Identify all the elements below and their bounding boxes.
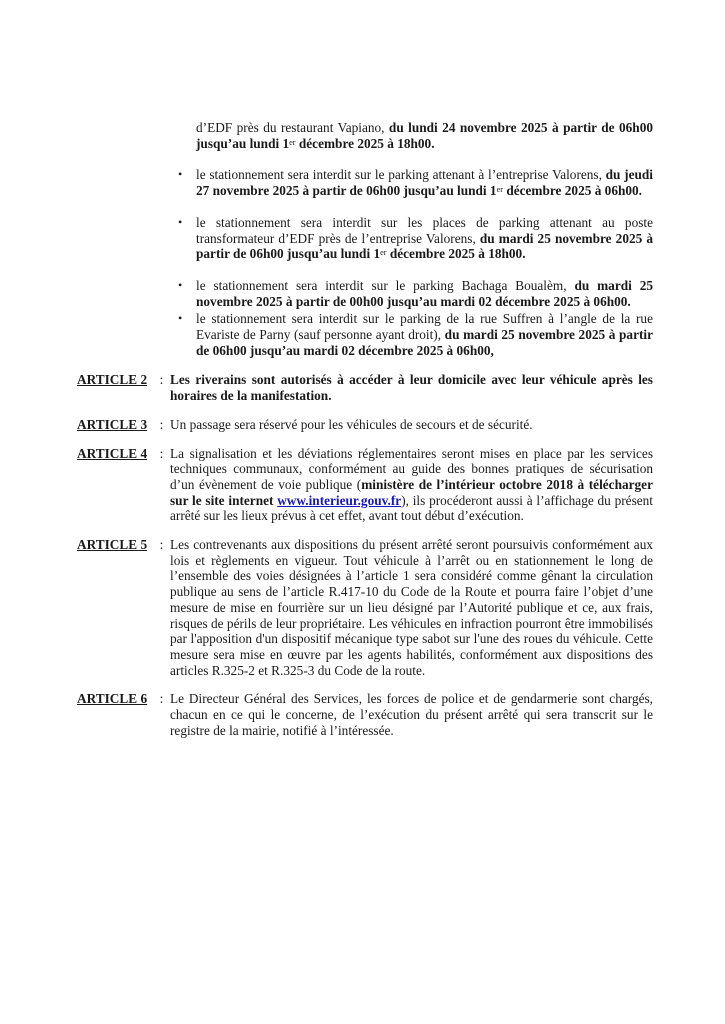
text-run: er xyxy=(289,137,296,147)
text-run: le stationnement sera interdit sur le parking Bachaga Boualèm, xyxy=(196,277,575,293)
text-run: du jeudi 27 novembre 2025 à partir de 06h00 jusqu’au lundi 1 xyxy=(196,167,653,199)
text-run: du mardi 25 novembre 2025 à partir de 06h00 jusqu’au mardi 02 décembre 2025 à 06h00, xyxy=(196,327,653,358)
text-run: le stationnement sera interdit sur le parking de la rue Suffren à l’angle de la rue Evariste de Parny (sauf personne ayant droit), xyxy=(196,311,653,343)
article-body xyxy=(170,417,653,433)
bullet-marker: • xyxy=(178,167,183,182)
article-body xyxy=(170,372,653,403)
article-colon: : xyxy=(159,445,164,461)
text-run: le stationnement sera interdit sur le parking attenant à l’entreprise Valorens, xyxy=(196,167,606,183)
text-run: er xyxy=(380,248,387,258)
article-colon: : xyxy=(159,416,164,432)
text-run: du mardi 25 novembre 2025 à partir de 06h00 jusqu’au lundi 1 xyxy=(196,230,653,262)
text-run: ministère de l’intérieur octobre 2018 à télécharger sur le site internet xyxy=(170,476,653,508)
bullet-text xyxy=(196,278,653,309)
bullet-text xyxy=(196,167,653,198)
interieur-gouv-link[interactable]: www.interieur.gouv.fr xyxy=(277,492,402,508)
document-content xyxy=(77,120,653,752)
text-run: ), ils procéderont aussi à l’affichage du présent arrêté sur les lieux prévus à cet effet, avant tout début d’exécution. xyxy=(170,492,653,524)
article-row-3 xyxy=(77,417,653,433)
text-run: Les contrevenants aux dispositions du présent arrêté seront poursuivis conformément aux lois et règlements en vigueur. Tout véhicule à l’arrêt ou en stationnement le long de l’ensemble des voies désignées à l’article 1 sera considéré comme gênant la circulation publique au sens de l’article R.417-10 du Code de la Route et pourra faire l’objet d’une mesure de mise en fourrière sur un lieu désigné par l’Autorité publique et ce, aux frais, risques de périls de leur propriétaire. Les véhicules en infraction pourront être immobilisés par l'apposition d'un dispositif mécanique type sabot sur l'une des roues du véhicule. Cette mesure sera mise en œuvre par les agents habilités, conformément aux dispositions des articles R.325-2 et R.325-3 du Code de la route. xyxy=(170,537,653,678)
article-label: ARTICLE 5 xyxy=(77,537,148,553)
article-row-2 xyxy=(77,372,653,403)
text-run: décembre 2025 à 06h00. xyxy=(503,183,642,199)
article-colon: : xyxy=(159,691,164,707)
article-row-6 xyxy=(77,691,653,738)
bullet-text xyxy=(196,215,653,261)
article-label: ARTICLE 2 xyxy=(77,372,148,388)
bullet-marker: • xyxy=(178,214,183,229)
bullet-marker: • xyxy=(178,311,183,326)
article-colon: : xyxy=(159,537,164,553)
bullet-item xyxy=(178,311,653,358)
text-run: er xyxy=(496,184,503,194)
article-body xyxy=(170,446,653,525)
text-run: Les riverains sont autorisés à accéder à leur domicile avec leur véhicule après les horaires de la manifestation. xyxy=(170,372,653,404)
bullet-text xyxy=(196,311,653,357)
bullet-marker: • xyxy=(178,277,183,292)
text-run: du mardi 25 novembre 2025 à partir de 00h00 jusqu’au mardi 02 décembre 2025 à 06h00. xyxy=(196,277,653,309)
text-run: Un passage sera réservé pour les véhicules de secours et de sécurité. xyxy=(170,416,533,432)
article-body xyxy=(170,537,653,678)
bullet-item xyxy=(178,277,653,309)
article-label: ARTICLE 6 xyxy=(77,691,148,707)
text-run: du lundi 24 novembre 2025 à partir de 06h00 jusqu’au lundi 1 xyxy=(196,120,653,151)
text-run: décembre 2025 à 18h00. xyxy=(386,246,526,262)
article-colon: : xyxy=(159,372,164,388)
text-run: d’EDF près du restaurant Vapiano, xyxy=(196,120,389,135)
article-body xyxy=(170,691,653,738)
bullet-item xyxy=(178,167,653,199)
intro-paragraph xyxy=(196,120,653,151)
article-label: ARTICLE 3 xyxy=(77,416,148,432)
article-row-5 xyxy=(77,537,653,678)
article-row-4 xyxy=(77,446,653,525)
text-run: le stationnement sera interdit sur les places de parking attenant au poste transformateur d’EDF près de l’entreprise Valorens, xyxy=(196,214,653,246)
article-label: ARTICLE 4 xyxy=(77,445,148,461)
text-run: décembre 2025 à 18h00. xyxy=(295,135,435,151)
bullet-list xyxy=(77,167,653,358)
bullet-item xyxy=(178,214,653,262)
text-run: La signalisation et les déviations réglementaires seront mises en place par les services techniques communaux, conformément au guide des bonnes pratiques de sécurisation d’un évènement de voie publique ( xyxy=(170,445,653,492)
text-run: Le Directeur Général des Services, les forces de police et de gendarmerie sont chargés, chacun en ce qui le concerne, de l’exécution du présent arrêté qui sera transcrit sur le registre de la mairie, notifié à l’intéressée. xyxy=(170,691,653,738)
